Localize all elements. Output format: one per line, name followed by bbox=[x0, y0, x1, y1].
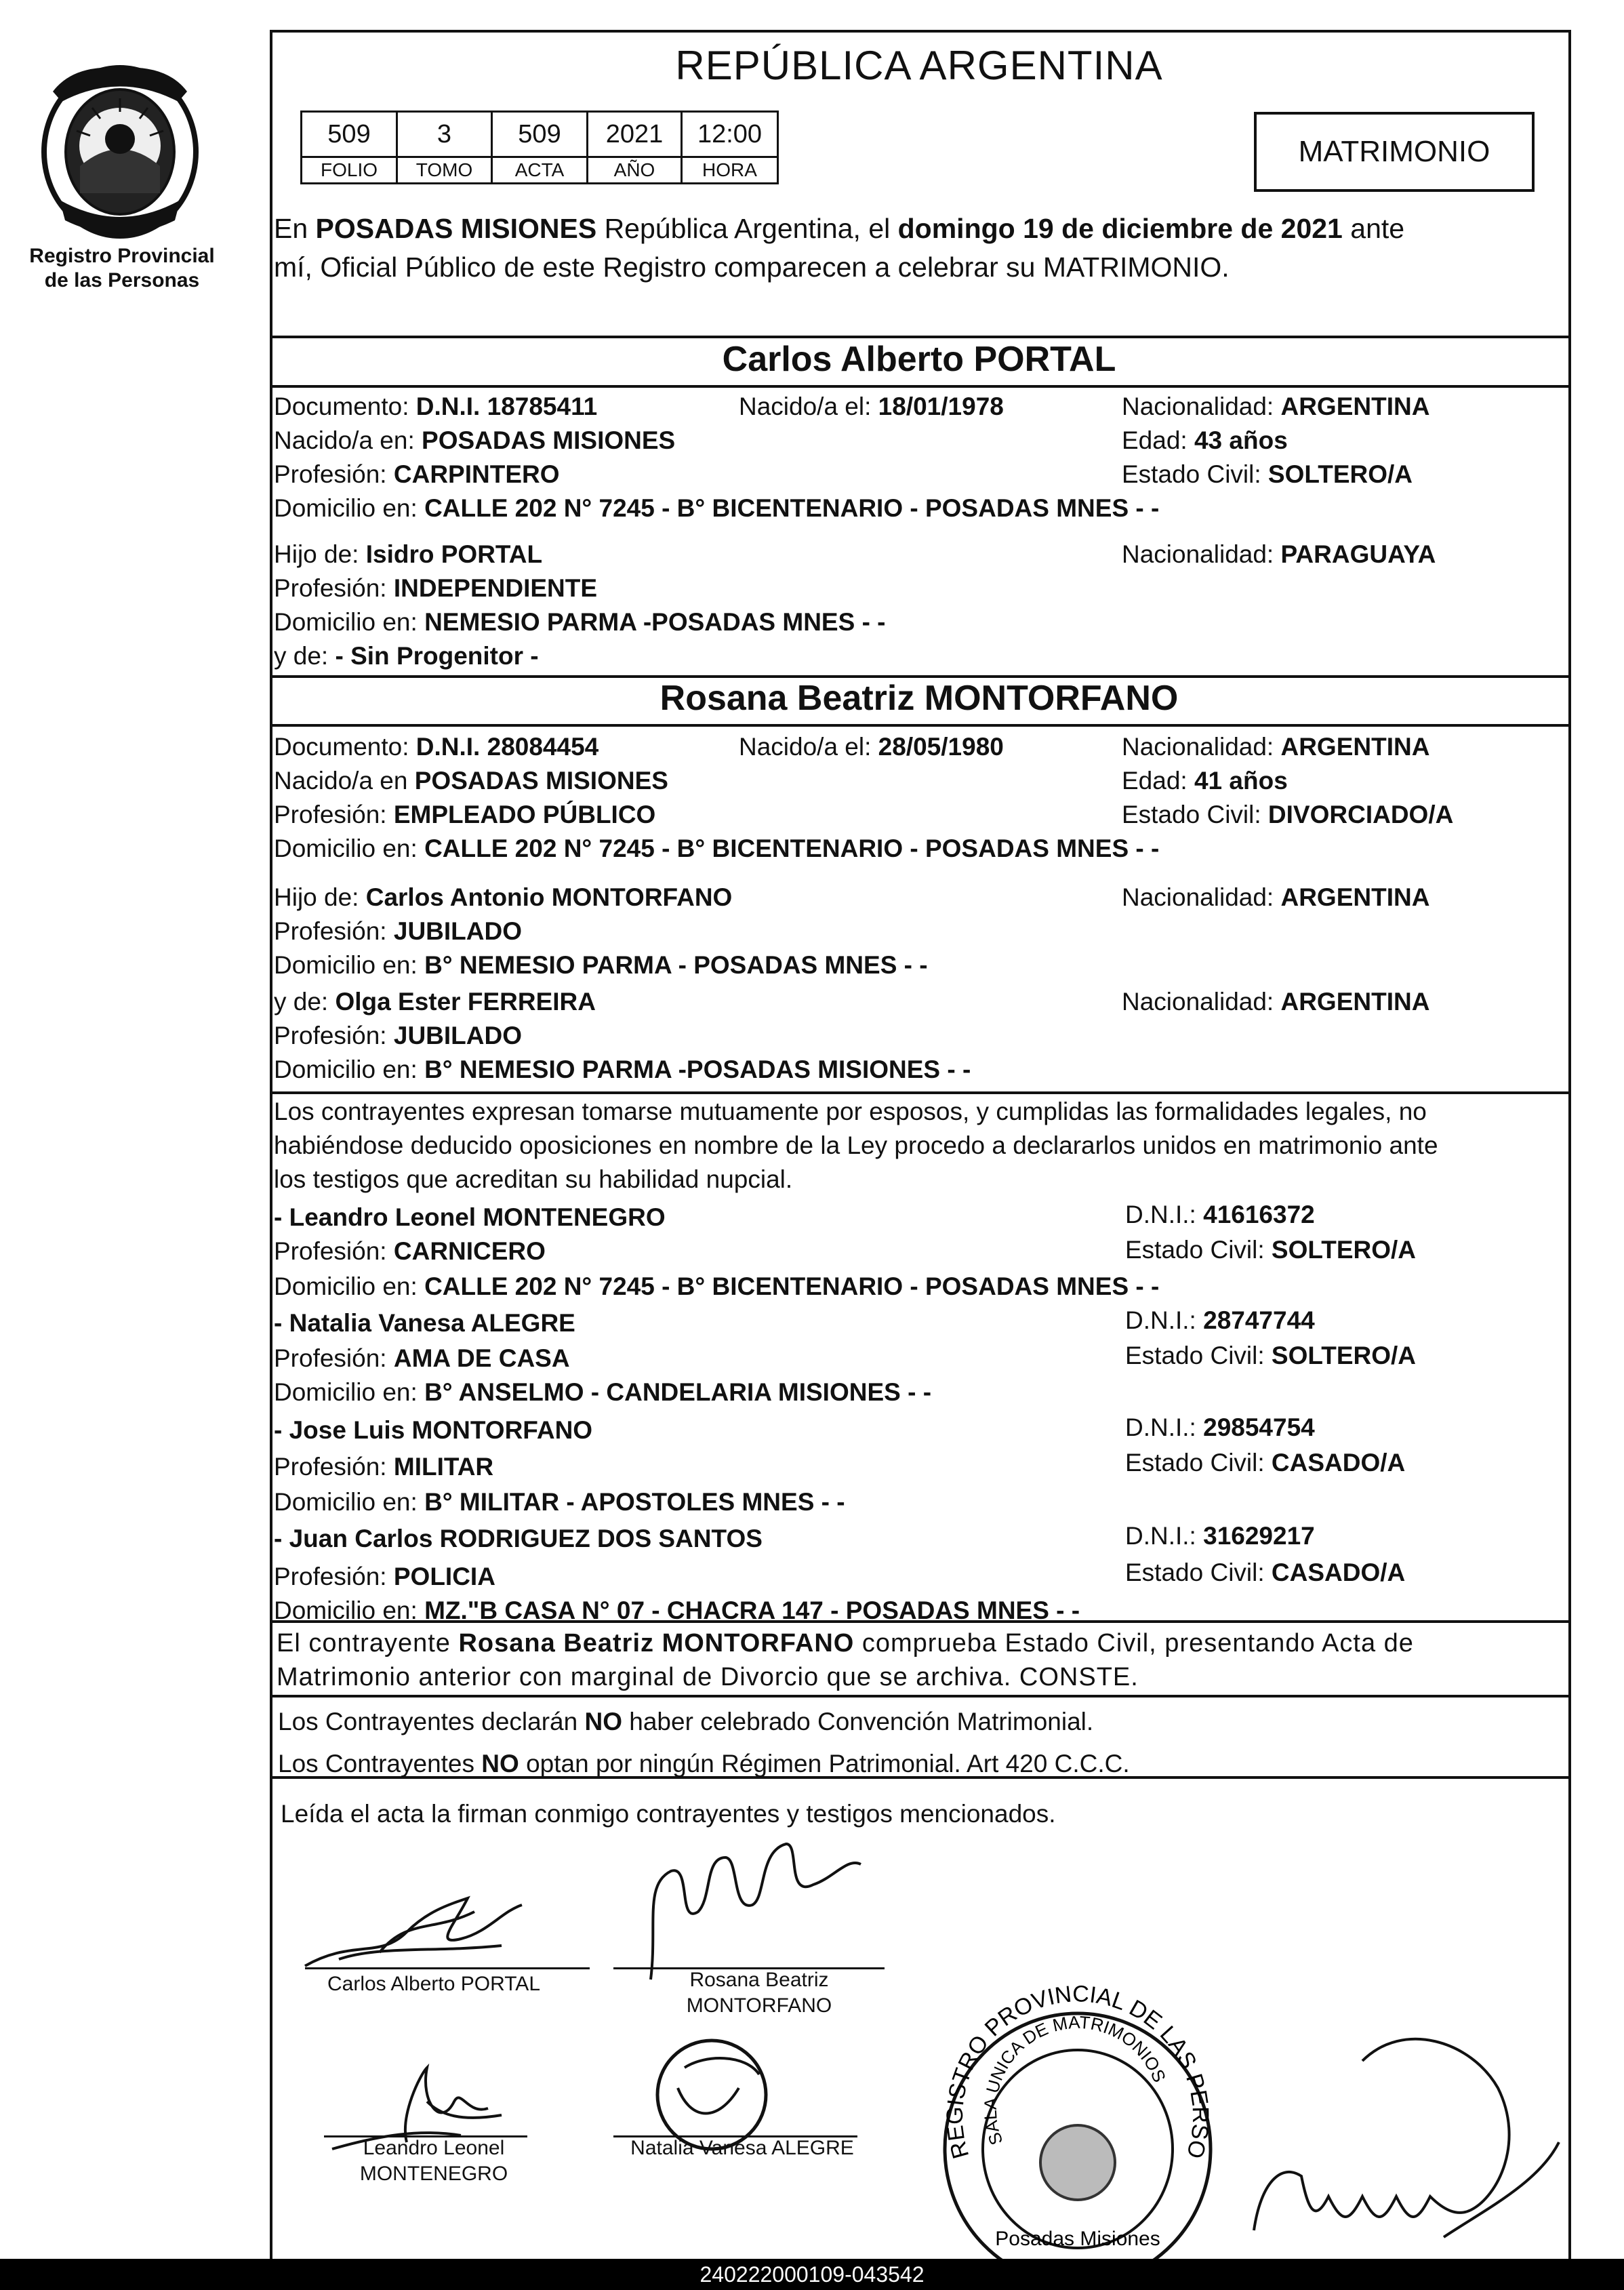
groom-name-title: Carlos Alberto PORTAL bbox=[722, 340, 1116, 379]
officer-signature bbox=[1240, 2007, 1566, 2251]
groom-signature-line bbox=[305, 1967, 590, 1969]
acta-value: 509 bbox=[492, 112, 588, 157]
hora-label: HORA bbox=[682, 157, 778, 184]
note-name: Rosana Beatriz MONTORFANO bbox=[458, 1629, 855, 1658]
witness-1-profession: Profesión: CARNICERO bbox=[274, 1237, 546, 1265]
divider bbox=[270, 1091, 1568, 1094]
divider bbox=[270, 336, 1568, 338]
witness-4-address: Domicilio en: MZ."B CASA N° 07 - CHACRA 147 - POSADAS MNES - - bbox=[274, 1596, 1080, 1624]
witness-1-signature-label-line1: Leandro Leonel bbox=[363, 2137, 505, 2159]
witness-2-profession: Profesión: AMA DE CASA bbox=[274, 1344, 570, 1372]
bride-age: Edad: 41 años bbox=[1122, 767, 1288, 795]
groom-civil-status: Estado Civil: SOLTERO/A bbox=[1122, 460, 1413, 488]
witness-2-name: - Natalia Vanesa ALEGRE bbox=[274, 1309, 575, 1337]
bride-signature bbox=[630, 1830, 874, 1986]
declaration-line-1: Los contrayentes expresan tomarse mutuamente por esposos, y cumplidas las formalidades legales, no bbox=[274, 1098, 1427, 1125]
groom-signature bbox=[298, 1878, 542, 1980]
closing-statement: Leída el acta la firman conmigo contrayentes y testigos mencionados. bbox=[281, 1800, 1056, 1828]
groom-nationality: Nacionalidad: ARGENTINA bbox=[1122, 393, 1430, 420]
bride-birthplace: Nacido/a en POSADAS MISIONES bbox=[274, 767, 668, 795]
bride-mother-nationality: Nacionalidad: ARGENTINA bbox=[1122, 988, 1430, 1016]
groom-father: Hijo de: Isidro PORTAL bbox=[274, 540, 543, 568]
groom-mother: y de: - Sin Progenitor - bbox=[274, 642, 539, 670]
bride-mother: y de: Olga Ester FERREIRA bbox=[274, 988, 596, 1016]
bride-civil-status: Estado Civil: DIVORCIADO/A bbox=[1122, 801, 1454, 828]
intro-line-1: En POSADAS MISIONES República Argentina, el domingo 19 de diciembre de 2021 ante bbox=[274, 213, 1405, 244]
groom-birthplace: Nacido/a en: POSADAS MISIONES bbox=[274, 426, 676, 454]
groom-age: Edad: 43 años bbox=[1122, 426, 1288, 454]
witness-2-dni: D.N.I.: 28747744 bbox=[1125, 1306, 1315, 1334]
regime-line-2: Los Contrayentes NO optan por ningún Régimen Patrimonial. Art 420 C.C.C. bbox=[278, 1750, 1130, 1777]
intro-date: domingo 19 de diciembre de 2021 bbox=[897, 213, 1343, 244]
divider bbox=[270, 385, 1568, 388]
groom-birthdate: Nacido/a el: 18/01/1978 bbox=[739, 393, 1004, 420]
groom-father-nationality: Nacionalidad: PARAGUAYA bbox=[1122, 540, 1436, 568]
note-line-1: El contrayente Rosana Beatriz MONTORFANO comprueba Estado Civil, presentando Acta de bbox=[277, 1629, 1414, 1658]
witness-1-dni: D.N.I.: 41616372 bbox=[1125, 1201, 1315, 1228]
tomo-value: 3 bbox=[397, 112, 492, 157]
witness-4-profession: Profesión: POLICIA bbox=[274, 1563, 495, 1590]
stamp-inner-text: SALA UNICA DE MATRIMONIOS bbox=[979, 2011, 1171, 2148]
witness-1-address: Domicilio en: CALLE 202 N° 7245 - B° BICENTENARIO - POSADAS MNES - - bbox=[274, 1272, 1160, 1300]
record-number-table bbox=[300, 111, 779, 184]
logo-caption bbox=[20, 244, 224, 293]
bride-signature-label-line2: MONTORFANO bbox=[686, 1994, 832, 2017]
province-seal-logo bbox=[33, 64, 207, 239]
bride-signature-label-line1: Rosana Beatriz bbox=[689, 1969, 829, 1991]
groom-signature-label: Carlos Alberto PORTAL bbox=[327, 1973, 541, 1995]
groom-father-profession: Profesión: INDEPENDIENTE bbox=[274, 574, 598, 602]
witness-2-signature-label: Natalia Vanesa ALEGRE bbox=[630, 2137, 854, 2159]
bride-profession: Profesión: EMPLEADO PÚBLICO bbox=[274, 801, 656, 828]
groom-profession: Profesión: CARPINTERO bbox=[274, 460, 560, 488]
stamp-outer-text: REGISTRO PROVINCIAL DE LAS PERSONAS bbox=[927, 1959, 1214, 2162]
bride-mother-profession: Profesión: JUBILADO bbox=[274, 1022, 522, 1049]
document-barcode-id: 240222000109-043542 bbox=[0, 2259, 1624, 2290]
regime-line-1: Los Contrayentes declarán NO haber celebrado Convención Matrimonial. bbox=[278, 1708, 1094, 1735]
document-title: REPÚBLICA ARGENTINA bbox=[675, 43, 1163, 88]
witness-3-civil-status: Estado Civil: CASADO/A bbox=[1125, 1449, 1406, 1477]
witness-4-dni: D.N.I.: 31629217 bbox=[1125, 1522, 1315, 1550]
bride-mother-address: Domicilio en: B° NEMESIO PARMA -POSADAS MISIONES - - bbox=[274, 1056, 971, 1083]
bride-father-nationality: Nacionalidad: ARGENTINA bbox=[1122, 883, 1430, 911]
witness-4-civil-status: Estado Civil: CASADO/A bbox=[1125, 1559, 1406, 1586]
declaration-line-3: los testigos que acreditan su habilidad nupcial. bbox=[274, 1165, 793, 1193]
logo-caption-line1: Registro Provincial bbox=[29, 245, 215, 267]
groom-document: Documento: D.N.I. 18785411 bbox=[274, 393, 598, 420]
folio-label: FOLIO bbox=[302, 157, 397, 184]
anio-value: 2021 bbox=[588, 112, 682, 157]
bride-birthdate: Nacido/a el: 28/05/1980 bbox=[739, 733, 1004, 761]
hora-value: 12:00 bbox=[682, 112, 778, 157]
bride-document: Documento: D.N.I. 28084454 bbox=[274, 733, 599, 761]
witness-3-name: - Jose Luis MONTORFANO bbox=[274, 1416, 593, 1444]
tomo-label: TOMO bbox=[397, 157, 492, 184]
witness-2-address: Domicilio en: B° ANSELMO - CANDELARIA MISIONES - - bbox=[274, 1378, 932, 1406]
witness-3-address: Domicilio en: B° MILITAR - APOSTOLES MNES - - bbox=[274, 1488, 845, 1516]
declaration-line-2: habiéndose deducido oposiciones en nombre de la Ley procedo a declararlos unidos en matrimonio ante bbox=[274, 1131, 1438, 1159]
witness-1-name: - Leandro Leonel MONTENEGRO bbox=[274, 1203, 666, 1231]
intro-place: POSADAS MISIONES bbox=[315, 213, 597, 244]
folio-value: 509 bbox=[302, 112, 397, 157]
stamp-bottom-text: Posadas Misiones bbox=[995, 2228, 1160, 2250]
bride-father-profession: Profesión: JUBILADO bbox=[274, 917, 522, 945]
witness-1-civil-status: Estado Civil: SOLTERO/A bbox=[1125, 1236, 1417, 1264]
anio-label: AÑO bbox=[588, 157, 682, 184]
bride-address: Domicilio en: CALLE 202 N° 7245 - B° BICENTENARIO - POSADAS MNES - - bbox=[274, 835, 1160, 862]
witness-1-signature-label bbox=[332, 2135, 535, 2187]
witness-2-civil-status: Estado Civil: SOLTERO/A bbox=[1125, 1342, 1417, 1369]
note-line-2: Matrimonio anterior con marginal de Divorcio que se archiva. CONSTE. bbox=[277, 1663, 1139, 1691]
record-type-box: MATRIMONIO bbox=[1254, 112, 1535, 192]
witness-4-name: - Juan Carlos RODRIGUEZ DOS SANTOS bbox=[274, 1525, 763, 1552]
groom-address: Domicilio en: CALLE 202 N° 7245 - B° BICENTENARIO - POSADAS MNES - - bbox=[274, 494, 1160, 522]
bride-name-title: Rosana Beatriz MONTORFANO bbox=[659, 679, 1179, 718]
bride-nationality: Nacionalidad: ARGENTINA bbox=[1122, 733, 1430, 761]
acta-label: ACTA bbox=[492, 157, 588, 184]
intro-line-2: mí, Oficial Público de este Registro comparecen a celebrar su MATRIMONIO. bbox=[274, 252, 1230, 283]
bride-signature-label bbox=[651, 1967, 868, 2019]
bride-father-address: Domicilio en: B° NEMESIO PARMA - POSADAS MNES - - bbox=[274, 951, 928, 979]
divider bbox=[270, 724, 1568, 727]
witness-3-dni: D.N.I.: 29854754 bbox=[1125, 1413, 1315, 1441]
groom-father-address: Domicilio en: NEMESIO PARMA -POSADAS MNES - - bbox=[274, 608, 886, 636]
divider bbox=[270, 1695, 1568, 1698]
witness-3-profession: Profesión: MILITAR bbox=[274, 1453, 494, 1481]
logo-caption-line2: de las Personas bbox=[44, 269, 200, 292]
witness-1-signature-label-line2: MONTENEGRO bbox=[359, 2163, 508, 2185]
official-stamp bbox=[927, 1959, 1220, 2259]
bride-father: Hijo de: Carlos Antonio MONTORFANO bbox=[274, 883, 733, 911]
